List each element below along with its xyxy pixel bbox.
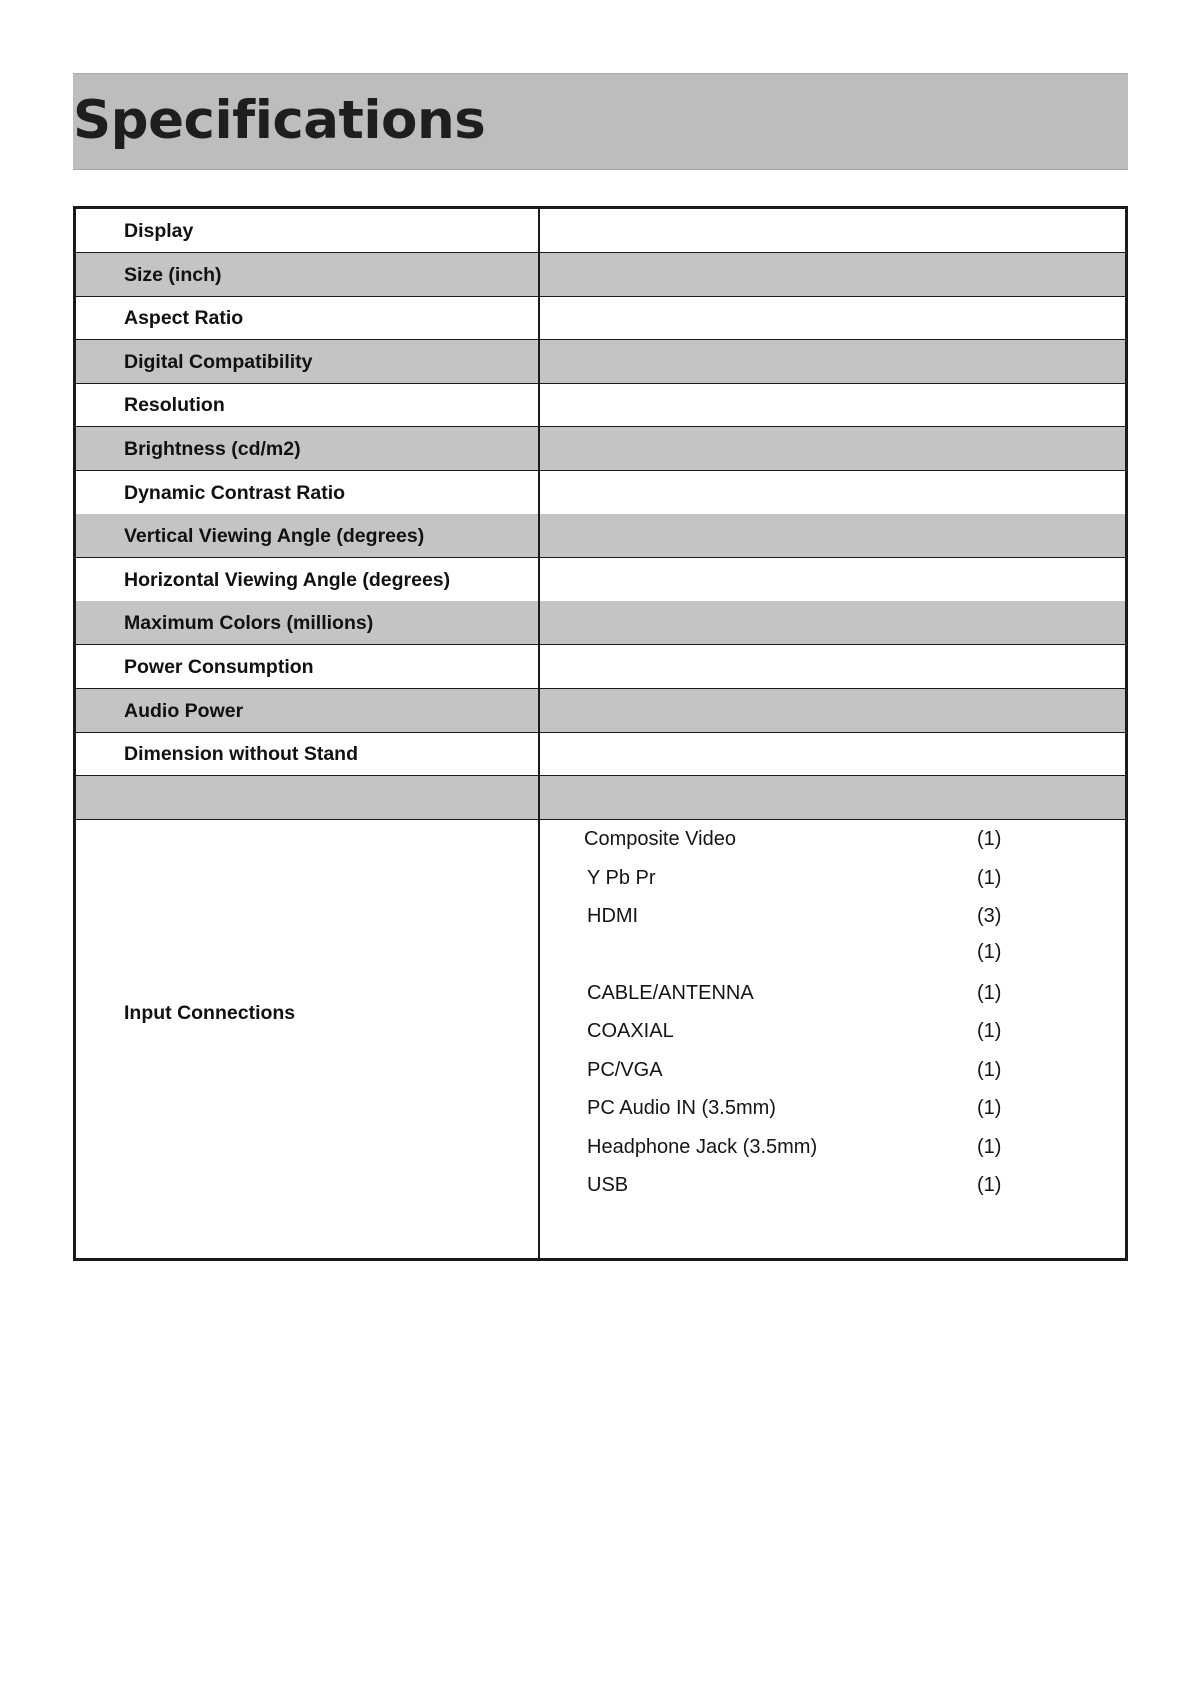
connection-name: HDMI (587, 905, 639, 927)
spec-row-label: Aspect Ratio (124, 307, 244, 330)
spec-row-label: Dimension without Stand (124, 743, 358, 766)
connection-count: (1) (977, 982, 1002, 1004)
spec-row-label: Size (inch) (124, 263, 222, 286)
page-title: Specifications (73, 90, 486, 151)
spec-row (76, 601, 1125, 645)
spec-row-label: Vertical Viewing Angle (degrees) (124, 525, 425, 548)
connection-count: (1) (977, 1020, 1002, 1042)
spec-row (76, 427, 1125, 471)
spec-row (76, 514, 1125, 558)
spec-row (76, 253, 1125, 297)
spec-row-label: Resolution (124, 394, 225, 417)
connection-name: Composite Video (584, 828, 736, 850)
spec-row (76, 209, 1125, 253)
spec-row (76, 558, 1125, 602)
spec-row-label: Power Consumption (124, 656, 314, 678)
connection-count: (1) (977, 1097, 1002, 1119)
connection-count: (3) (977, 905, 1002, 927)
connection-name: COAXIAL (587, 1020, 674, 1042)
input-connections-label: Input Connections (124, 1002, 296, 1024)
spec-row-label: Maximum Colors (millions) (124, 612, 374, 635)
column-divider (538, 209, 540, 1258)
connection-name: CABLE/ANTENNA (587, 982, 754, 1004)
spec-row-label: Display (124, 220, 194, 242)
spec-row-label: Dynamic Contrast Ratio (124, 481, 346, 504)
connection-count: (1) (977, 828, 1002, 850)
connection-count: (1) (977, 941, 1002, 963)
spec-row (76, 732, 1125, 776)
spec-row-label: Digital Compatibility (124, 350, 313, 373)
spec-row-label: Audio Power (124, 699, 244, 722)
spec-row (76, 471, 1125, 515)
connection-name: Headphone Jack (3.5mm) (587, 1136, 818, 1158)
spec-table (73, 206, 1128, 1261)
spec-row (76, 296, 1125, 340)
connection-name: Y Pb Pr (587, 867, 656, 889)
connection-name: USB (587, 1174, 629, 1196)
title-bar (73, 73, 1128, 170)
spec-row (76, 645, 1125, 689)
spec-row-label: Brightness (cd/m2) (124, 438, 301, 460)
spec-row (76, 776, 1125, 820)
connection-count: (1) (977, 1059, 1002, 1081)
connection-count: (1) (977, 1174, 1002, 1196)
connection-name: PC/VGA (587, 1059, 663, 1081)
connection-count: (1) (977, 867, 1002, 889)
spec-row-label: Horizontal Viewing Angle (degrees) (124, 568, 451, 591)
spec-row (76, 383, 1125, 427)
spec-row (76, 340, 1125, 384)
connection-name: PC Audio IN (3.5mm) (587, 1097, 776, 1119)
connection-count: (1) (977, 1136, 1002, 1158)
spec-row (76, 689, 1125, 733)
